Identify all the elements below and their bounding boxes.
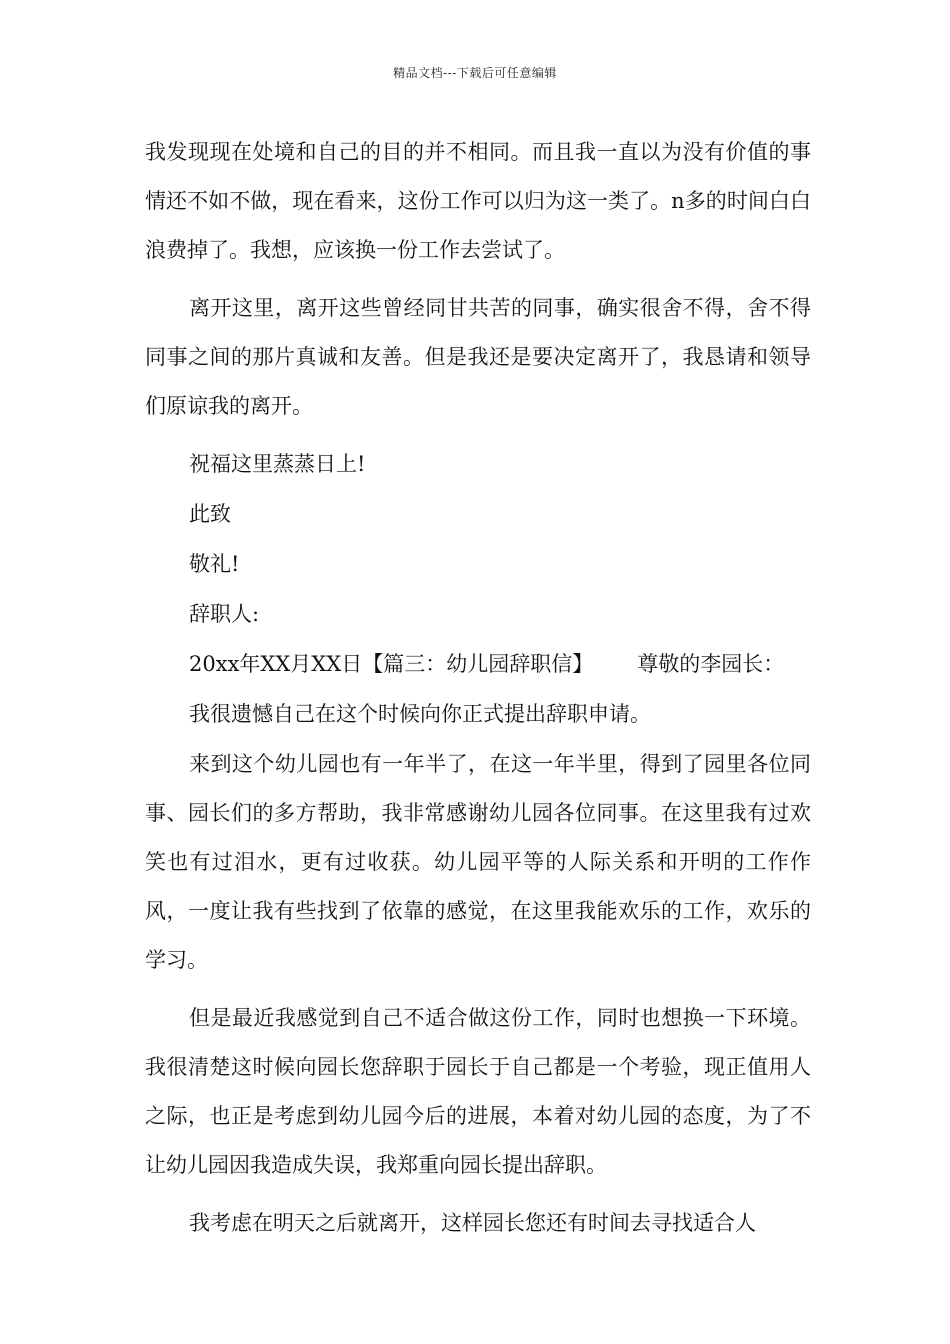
paragraph-6: 我考虑在明天之后就离开，这样园长您还有时间去寻找适合人 — [189, 1211, 756, 1235]
paragraph-5: 但是最近我感觉到自己不适合做这份工作，同时也想换一下环境。我很清楚这时候向园长您辞职于园长于自己都是一个考验，现正值用人之际，也正是考虑到幼儿园今后的进展，本着对幼儿园的态度，为了不让幼儿园因我造成失误，我郑重向园长提出辞职。 — [145, 1006, 811, 1177]
paragraph-3: 我很遗憾自己在这个时候向你正式提出辞职申请。 — [189, 702, 651, 726]
paragraph-4: 来到这个幼儿园也有一年半了，在这一年半里，得到了园里各位同事、园长们的多方帮助，我非常感谢幼儿园各位同事。在这里我有过欢笑也有过泪水，更有过收获。幼儿园平等的人际关系和开明的工作作风，一度让我有些找到了依靠的感觉，在这里我能欢乐的工作，欢乐的学习。 — [145, 752, 811, 972]
paragraph-1: 我发现现在处境和自己的目的并不相同。而且我一直以为没有价值的事情还不如不做，现在看来，这份工作可以归为这一类了。n多的时间白白浪费掉了。我想，应该换一份工作去尝试了。 — [145, 140, 811, 262]
signer-line: 辞职人: — [189, 602, 260, 626]
document-body — [145, 128, 811, 1257]
date-and-title-line — [145, 640, 811, 689]
date-and-section-title: 20xx年XX月XX日【篇三：幼儿园辞职信】 — [189, 652, 594, 676]
closing-line-1: 此致 — [189, 502, 231, 526]
salutation: 尊敬的李园长： — [637, 652, 785, 676]
paragraph-2: 离开这里，离开这些曾经同甘共苦的同事，确实很舍不得，舍不得同事之间的那片真诚和友善。但是我还是要决定离开了，我恳请和领导们原谅我的离开。 — [145, 296, 811, 418]
page-header: 精品文档---下载后可任意编辑 — [393, 66, 557, 80]
closing-line-2: 敬礼! — [189, 552, 240, 576]
blessing-line: 祝福这里蒸蒸日上! — [189, 452, 366, 476]
